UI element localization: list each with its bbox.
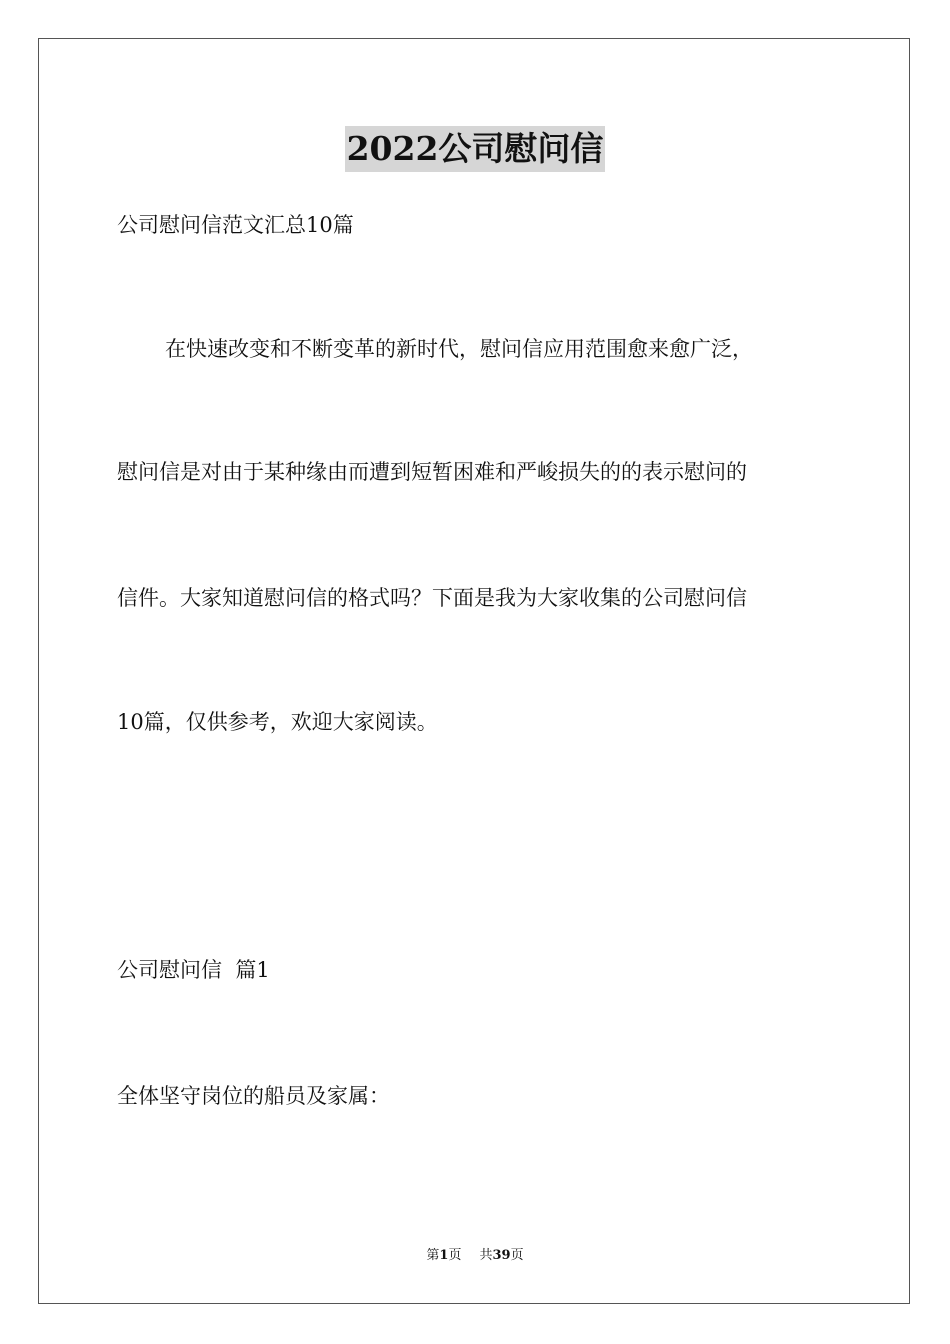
total-prefix: 共 bbox=[479, 1248, 493, 1263]
document-subtitle: 公司慰问信范文汇总10篇 bbox=[117, 213, 354, 237]
section-heading: 公司慰问信 篇1 bbox=[117, 958, 270, 982]
intro-line-4: 10篇，仅供参考，欢迎大家阅读。 bbox=[117, 710, 438, 734]
intro-line-3: 信件。大家知道慰问信的格式吗？下面是我为大家收集的公司慰问信 bbox=[117, 586, 747, 610]
total-pages: 39 bbox=[492, 1248, 511, 1263]
intro-line-1: 在快速改变和不断变革的新时代，慰问信应用范围愈来愈广泛， bbox=[165, 337, 753, 361]
document-title: 2022公司慰问信 bbox=[345, 126, 606, 172]
title-container bbox=[0, 126, 950, 172]
intro-line-2: 慰问信是对由于某种缘由而遭到短暂困难和严峻损失的的表示慰问的 bbox=[117, 460, 747, 484]
page-prefix: 第 bbox=[426, 1248, 440, 1263]
page-suffix: 页 bbox=[448, 1248, 462, 1263]
letter-salutation: 全体坚守岗位的船员及家属： bbox=[117, 1084, 390, 1108]
page-footer bbox=[0, 1247, 950, 1265]
total-suffix: 页 bbox=[510, 1248, 524, 1263]
page-number: 1 bbox=[439, 1248, 449, 1263]
